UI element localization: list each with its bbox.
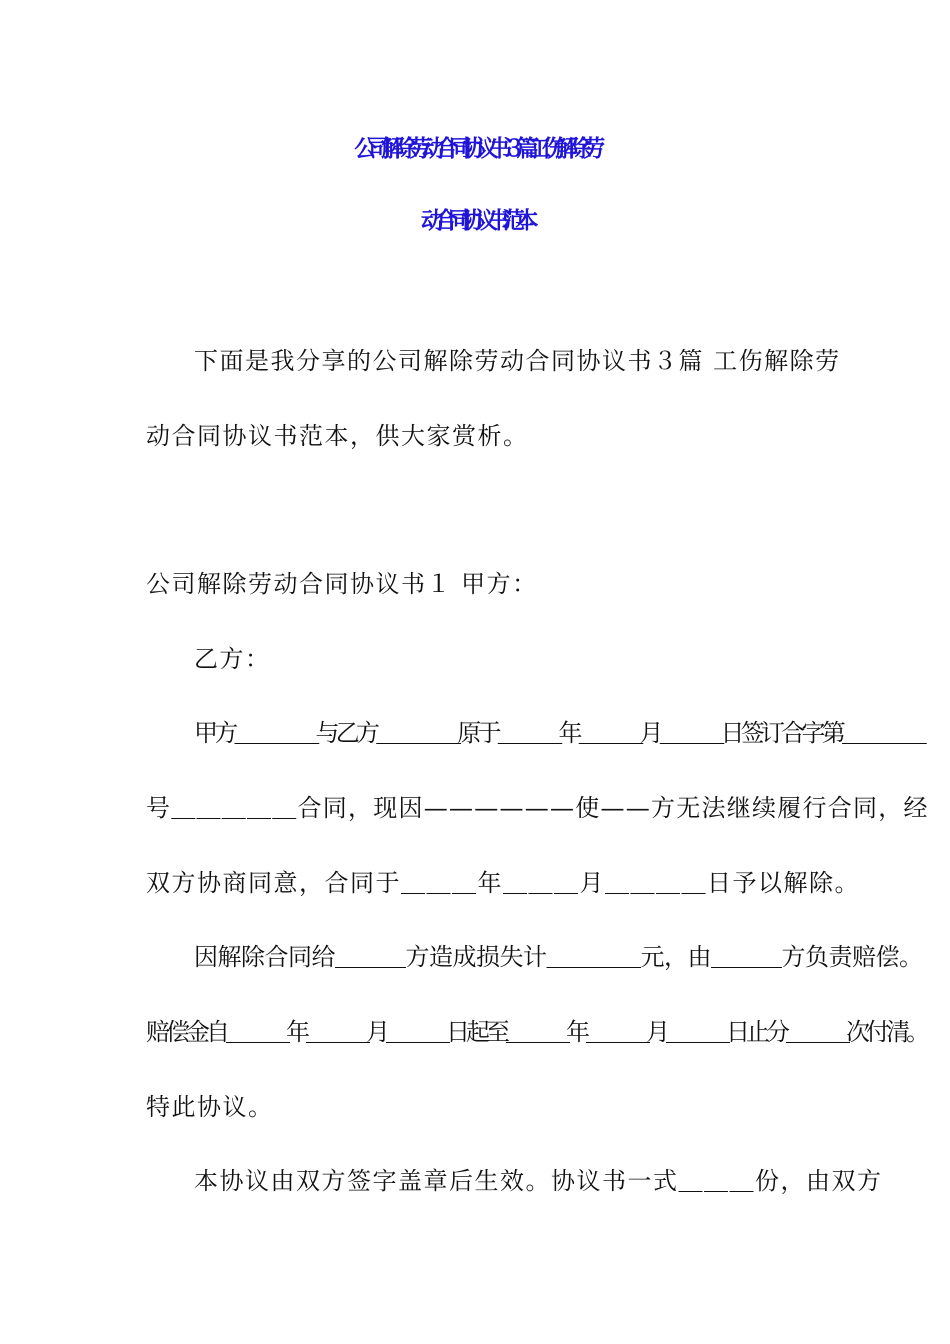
intro-line2: 动合同协议书范本，供大家赏析。 bbox=[146, 422, 529, 450]
paragraph1-line1: 甲方＿＿＿＿与乙方＿＿＿＿原于＿＿＿年＿＿＿月＿＿＿日签订合字第＿＿＿＿ bbox=[194, 719, 923, 747]
intro-line1: 下面是我分享的公司解除劳动合同协议书３篇 工伤解除劳 bbox=[194, 347, 841, 375]
paragraph2-line1: 因解除合同给＿＿＿方造成损失计＿＿＿＿元，由＿＿＿方负责赔偿。 bbox=[194, 943, 923, 971]
document-title-line1: 公司解除劳动合同协议书３篇 工伤解除劳 bbox=[354, 136, 596, 162]
paragraph1-line3: 双方协商同意，合同于＿＿＿年＿＿＿月＿＿＿＿日予以解除。 bbox=[146, 869, 860, 897]
section-heading: 公司解除劳动合同协议书１ 甲方： bbox=[146, 570, 538, 598]
paragraph2-line2: 赔偿金自＿＿＿年＿＿＿月＿＿＿日起至＿＿＿年＿＿＿月＿＿＿日止分＿＿＿次付清。 bbox=[146, 1018, 926, 1046]
party-b-label: 乙方： bbox=[194, 645, 271, 673]
paragraph1-line2: 号＿＿＿＿＿合同，现因——————使——方无法继续履行合同，经 bbox=[146, 794, 929, 822]
paragraph3-line1: 本协议由双方签字盖章后生效。协议书一式＿＿＿份，由双方 bbox=[194, 1167, 883, 1195]
document-title-line2: 动合同协议书范本 bbox=[421, 208, 529, 234]
paragraph2-line3: 特此协议。 bbox=[146, 1093, 274, 1121]
